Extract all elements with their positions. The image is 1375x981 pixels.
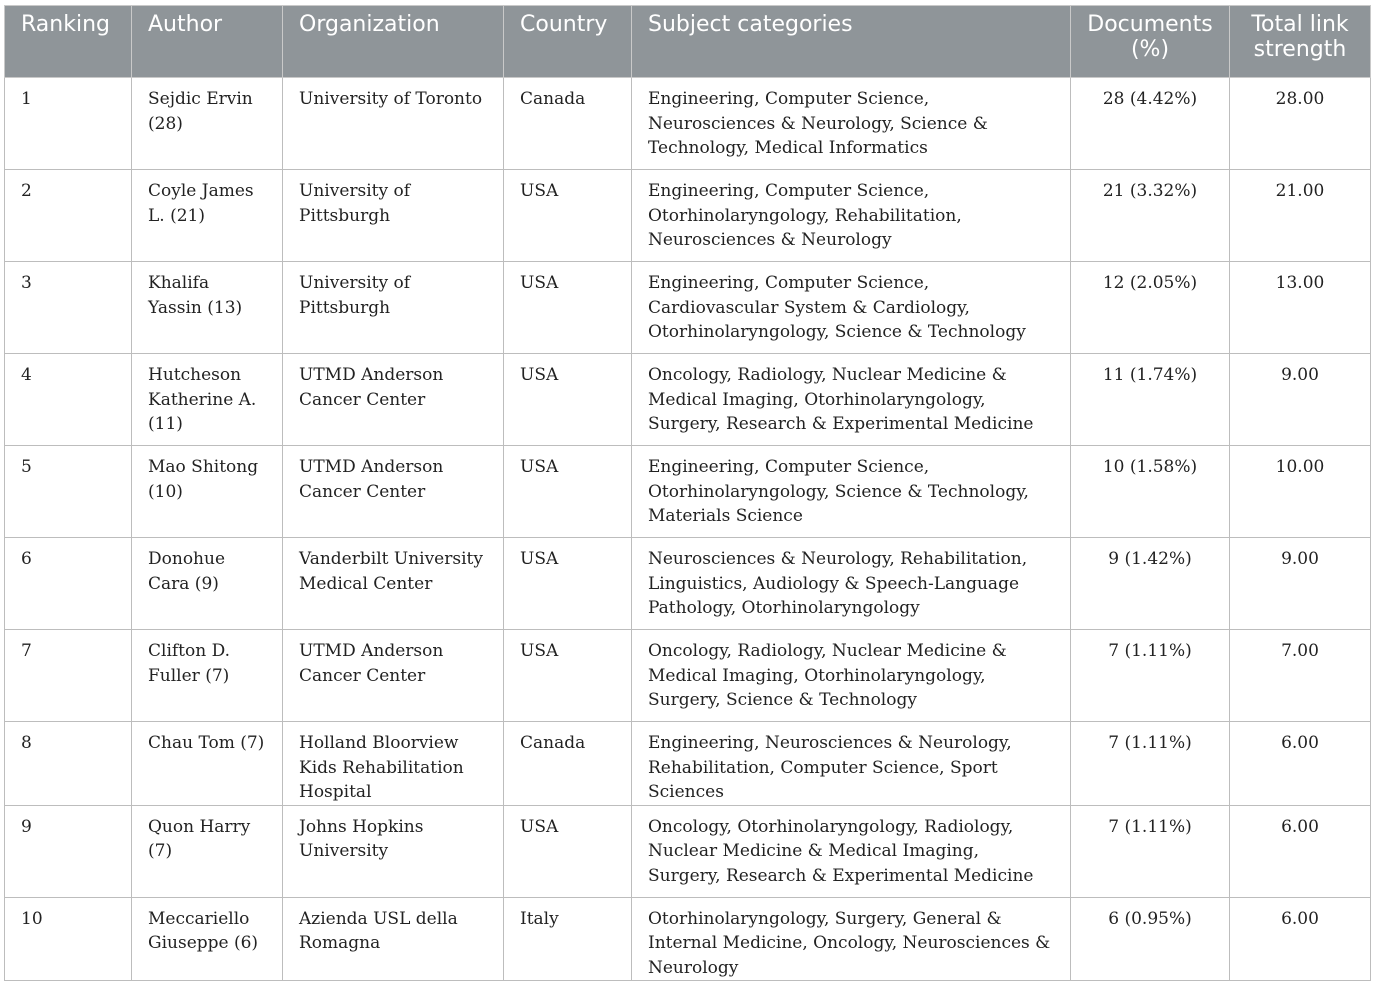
cell-subject-categories: Oncology, Radiology, Nuclear Medicine & Medical Imaging, Otorhinolaryngology, Surgery, Research & Experimental Medicine [632, 354, 1071, 446]
cell-author: Mao Shitong (10) [132, 446, 283, 538]
header-documents-line1: Documents [1087, 12, 1213, 37]
cell-documents: 12 (2.05%) [1071, 262, 1230, 354]
cell-ranking: 10 [5, 897, 132, 981]
cell-documents: 9 (1.42%) [1071, 538, 1230, 630]
header-country: Country [504, 6, 632, 78]
cell-documents: 7 (1.11%) [1071, 805, 1230, 897]
cell-documents: 21 (3.32%) [1071, 170, 1230, 262]
table-row [5, 262, 1371, 354]
cell-subject-categories: Neurosciences & Neurology, Rehabilitation, Linguistics, Audiology & Speech-Language Pathology, Otorhinolaryngology [632, 538, 1071, 630]
table-row [5, 446, 1371, 538]
cell-country: USA [504, 446, 632, 538]
table-row [5, 170, 1371, 262]
cell-ranking: 4 [5, 354, 132, 446]
table-row [5, 630, 1371, 722]
header-organization: Organization [283, 6, 504, 78]
cell-author: Donohue Cara (9) [132, 538, 283, 630]
cell-subject-categories: Engineering, Computer Science, Cardiovascular System & Cardiology, Otorhinolaryngology, Science & Technology [632, 262, 1071, 354]
header-subject-categories: Subject categories [632, 6, 1071, 78]
table-row [5, 722, 1371, 806]
cell-ranking: 9 [5, 805, 132, 897]
cell-total-link-strength: 6.00 [1230, 805, 1371, 897]
cell-organization: University of Pittsburgh [283, 262, 504, 354]
cell-country: Canada [504, 722, 632, 806]
cell-total-link-strength: 9.00 [1230, 354, 1371, 446]
cell-total-link-strength: 28.00 [1230, 78, 1371, 170]
cell-documents: 28 (4.42%) [1071, 78, 1230, 170]
cell-country: USA [504, 354, 632, 446]
cell-organization: UTMD Anderson Cancer Center [283, 446, 504, 538]
cell-country: USA [504, 170, 632, 262]
table-header [5, 6, 1371, 78]
cell-country: USA [504, 262, 632, 354]
cell-ranking: 8 [5, 722, 132, 806]
cell-total-link-strength: 10.00 [1230, 446, 1371, 538]
table-row [5, 538, 1371, 630]
cell-organization: University of Toronto [283, 78, 504, 170]
header-total-link-strength [1230, 6, 1371, 78]
cell-subject-categories: Engineering, Neurosciences & Neurology, Rehabilitation, Computer Science, Sport Sciences [632, 722, 1071, 806]
cell-total-link-strength: 7.00 [1230, 630, 1371, 722]
header-author: Author [132, 6, 283, 78]
cell-country: Italy [504, 897, 632, 981]
cell-total-link-strength: 6.00 [1230, 722, 1371, 806]
table-row [5, 805, 1371, 897]
header-ranking: Ranking [5, 6, 132, 78]
cell-ranking: 6 [5, 538, 132, 630]
cell-author: Clifton D. Fuller (7) [132, 630, 283, 722]
cell-country: Canada [504, 78, 632, 170]
table-row [5, 897, 1371, 981]
cell-ranking: 2 [5, 170, 132, 262]
cell-organization: Holland Bloorview Kids Rehabilitation Hospital [283, 722, 504, 806]
header-documents [1071, 6, 1230, 78]
header-link-line2: strength [1253, 37, 1347, 62]
cell-organization: Azienda USL della Romagna [283, 897, 504, 981]
cell-subject-categories: Engineering, Computer Science, Otorhinolaryngology, Rehabilitation, Neurosciences & Neurology [632, 170, 1071, 262]
cell-documents: 11 (1.74%) [1071, 354, 1230, 446]
cell-author: Coyle James L. (21) [132, 170, 283, 262]
header-link-line1: Total link [1251, 12, 1349, 37]
cell-author: Khalifa Yassin (13) [132, 262, 283, 354]
table-body [5, 78, 1371, 981]
cell-subject-categories: Oncology, Otorhinolaryngology, Radiology, Nuclear Medicine & Medical Imaging, Surgery, Research & Experimental Medicine [632, 805, 1071, 897]
cell-documents: 7 (1.11%) [1071, 630, 1230, 722]
cell-ranking: 1 [5, 78, 132, 170]
cell-author: Hutcheson Katherine A. (11) [132, 354, 283, 446]
cell-author: Quon Harry (7) [132, 805, 283, 897]
cell-total-link-strength: 13.00 [1230, 262, 1371, 354]
cell-author: Sejdic Ervin (28) [132, 78, 283, 170]
cell-country: USA [504, 538, 632, 630]
cell-subject-categories: Engineering, Computer Science, Neurosciences & Neurology, Science & Technology, Medical Informatics [632, 78, 1071, 170]
cell-subject-categories: Oncology, Radiology, Nuclear Medicine & Medical Imaging, Otorhinolaryngology, Surgery, Science & Technology [632, 630, 1071, 722]
cell-author: Meccariello Giuseppe (6) [132, 897, 283, 981]
table-row [5, 78, 1371, 170]
cell-subject-categories: Engineering, Computer Science, Otorhinolaryngology, Science & Technology, Materials Science [632, 446, 1071, 538]
cell-ranking: 3 [5, 262, 132, 354]
cell-subject-categories: Otorhinolaryngology, Surgery, General & Internal Medicine, Oncology, Neurosciences & Neurology [632, 897, 1071, 981]
cell-total-link-strength: 21.00 [1230, 170, 1371, 262]
header-row [5, 6, 1371, 78]
header-documents-line2: (%) [1130, 37, 1170, 62]
cell-author: Chau Tom (7) [132, 722, 283, 806]
cell-documents: 10 (1.58%) [1071, 446, 1230, 538]
cell-organization: UTMD Anderson Cancer Center [283, 354, 504, 446]
cell-country: USA [504, 805, 632, 897]
top-authors-table-container [4, 5, 1370, 981]
cell-ranking: 7 [5, 630, 132, 722]
cell-organization: Johns Hopkins University [283, 805, 504, 897]
cell-total-link-strength: 9.00 [1230, 538, 1371, 630]
cell-ranking: 5 [5, 446, 132, 538]
table-row [5, 354, 1371, 446]
cell-documents: 7 (1.11%) [1071, 722, 1230, 806]
cell-organization: UTMD Anderson Cancer Center [283, 630, 504, 722]
cell-country: USA [504, 630, 632, 722]
cell-organization: University of Pittsburgh [283, 170, 504, 262]
top-authors-table [4, 5, 1371, 981]
cell-organization: Vanderbilt University Medical Center [283, 538, 504, 630]
cell-documents: 6 (0.95%) [1071, 897, 1230, 981]
cell-total-link-strength: 6.00 [1230, 897, 1371, 981]
